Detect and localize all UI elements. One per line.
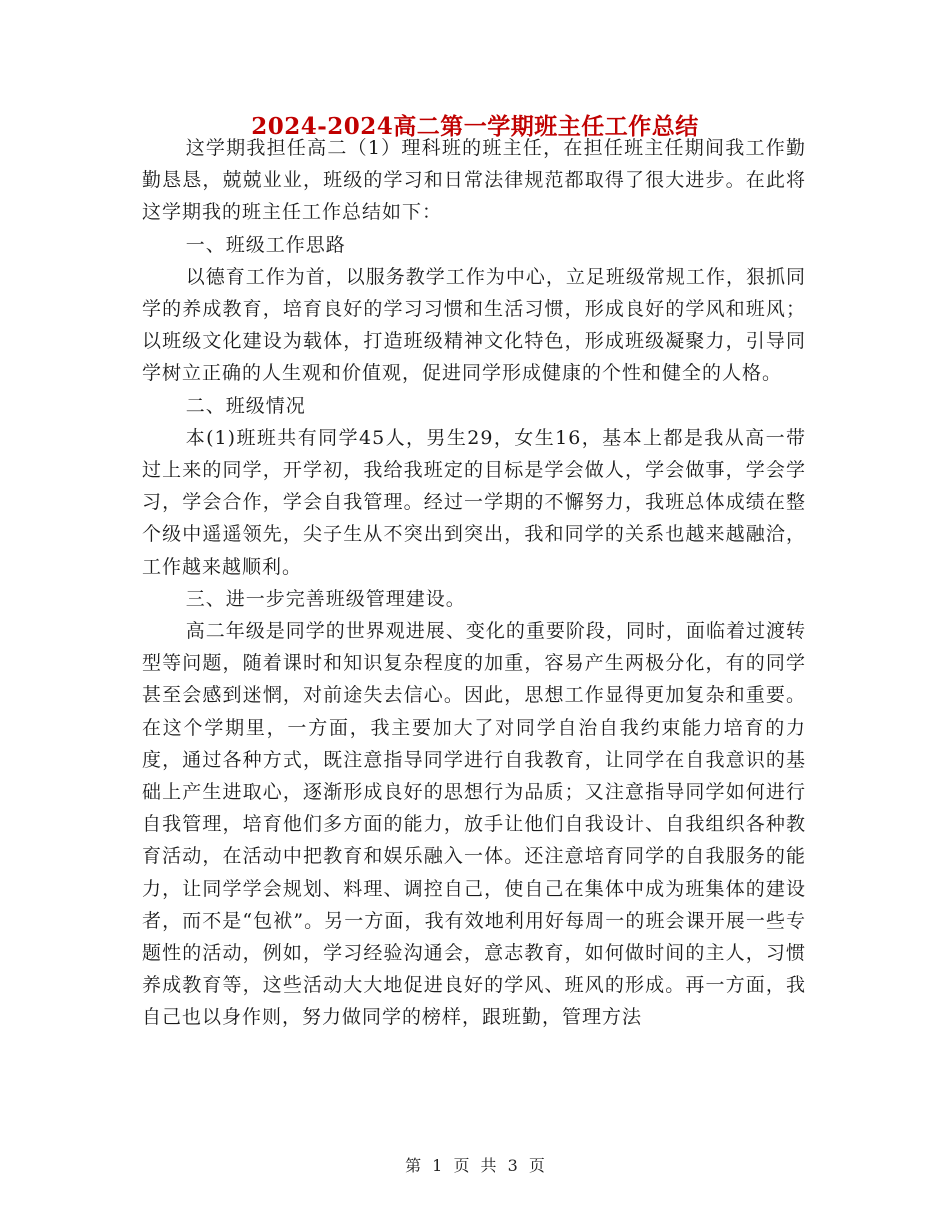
paragraph-class-situation: 本(1)班班共有同学45人，男生29，女生16，基本上都是我从高一带过上来的同学，开学初，我给我班定的目标是学会做人，学会做事，学会学习，学会合作，学会自我管理。经过一学期的不懈努力，我班总体成绩在整个级中遥遥领先，尖子生从不突出到突出，我和同学的关系也越来越融洽，工作越来越顺利。 xyxy=(142,426,806,578)
document-title: 2024-2024高二第一学期班主任工作总结 xyxy=(251,113,699,140)
paragraph-intro: 这学期我担任高二（1）理科班的班主任，在担任班主任期间我工作勤勤恳恳，兢兢业业，班级的学习和日常法律规范都取得了很大进步。在此将这学期我的班主任工作总结如下： xyxy=(142,137,806,224)
section-heading-management: 三、进一步完善班级管理建设。 xyxy=(185,587,466,610)
document-body xyxy=(142,132,806,1034)
paragraph-work-approach: 以德育工作为首，以服务教学工作为中心，立足班级常规工作，狠抓同学的养成教育，培育良好的学习习惯和生活习惯，形成良好的学风和班风；以班级文化建设为载体，打造班级精神文化特色，形成班级凝聚力，引导同学树立正确的人生观和价值观，促进同学形成健康的个性和健全的人格。 xyxy=(142,265,806,385)
section-heading-work-approach: 一、班级工作思路 xyxy=(185,233,346,256)
page-footer: 第 1 页 共 3 页 xyxy=(405,1156,545,1175)
section-heading-class-situation: 二、班级情况 xyxy=(185,394,306,417)
paragraph-management: 高二年级是同学的世界观进展、变化的重要阶段，同时，面临着过渡转型等问题，随着课时和知识复杂程度的加重，容易产生两极分化，有的同学甚至会感到迷惘，对前途失去信心。因此，思想工作显得更加复杂和重要。在这个学期里，一方面，我主要加大了对同学自治自我约束能力培育的力度，通过各种方式，既注意指导同学进行自我教育，让同学在自我意识的基础上产生进取心，逐渐形成良好的思想行为品质；又注意指导同学如何进行自我管理，培育他们多方面的能力，放手让他们自我设计、自我组织各种教育活动，在活动中把教育和娱乐融入一体。还注意培育同学的自我服务的能力，让同学学会规划、料理、调控自己，使自己在集体中成为班集体的建设者，而不是“包袱”。另一方面，我有效地利用好每周一的班会课开展一些专题性的活动，例如，学习经验沟通会，意志教育，如何做时间的主人，习惯养成教育等，这些活动大大地促进良好的学风、班风的形成。再一方面，我自己也以身作则，努力做同学的榜样，跟班勤，管理方法 xyxy=(142,620,806,1029)
